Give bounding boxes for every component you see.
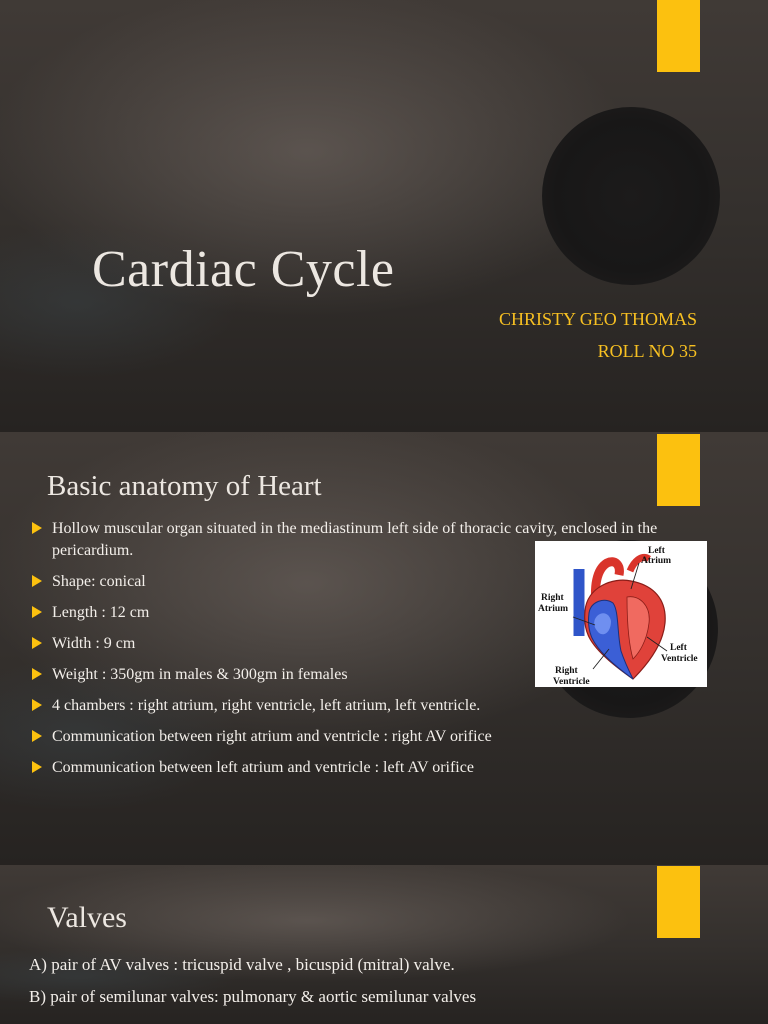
roll-number: ROLL NO 35 xyxy=(597,341,697,361)
accent-bar xyxy=(657,0,700,72)
accent-bar xyxy=(657,866,700,938)
valves-line-a: A) pair of AV valves : tricuspid valve , bicuspid (mitral) valve. xyxy=(29,955,455,974)
decorative-circle xyxy=(542,107,720,285)
slide-heading: Valves xyxy=(47,901,127,934)
list-item: Communication between left atrium and ventricle : left AV orifice xyxy=(31,757,741,779)
bullet-arrow-icon xyxy=(32,668,42,680)
list-item: 4 chambers : right atrium, right ventricle, left atrium, left ventricle. xyxy=(31,695,741,717)
bullet-arrow-icon xyxy=(32,699,42,711)
label-right-atrium: Right xyxy=(541,593,564,603)
bullet-arrow-icon xyxy=(32,575,42,587)
heart-illustration xyxy=(535,541,707,687)
bullet-arrow-icon xyxy=(32,761,42,773)
bullet-arrow-icon xyxy=(32,606,42,618)
author-name: CHRISTY GEO THOMAS xyxy=(498,309,697,329)
label-left-ventricle: Ventricle xyxy=(661,654,698,664)
heart-diagram xyxy=(535,541,707,687)
list-item: Width : 9 cm xyxy=(31,633,741,655)
label-left-ventricle: Left xyxy=(670,643,687,653)
label-right-ventricle: Right xyxy=(555,666,578,676)
label-left-atrium: Atrium xyxy=(641,556,672,566)
presentation-title: Cardiac Cycle xyxy=(92,241,395,298)
valves-slide xyxy=(0,865,768,1024)
bullet-arrow-icon xyxy=(32,637,42,649)
label-right-ventricle: Ventricle xyxy=(553,677,590,687)
list-item: Weight : 350gm in males & 300gm in females xyxy=(31,664,741,686)
bullet-arrow-icon xyxy=(32,730,42,742)
label-left-atrium: Left xyxy=(648,546,665,556)
title-slide xyxy=(0,0,768,432)
list-item: Length : 12 cm xyxy=(31,602,741,624)
list-item: Communication between right atrium and ventricle : right AV orifice xyxy=(31,726,741,748)
accent-bar xyxy=(657,434,700,506)
anatomy-slide xyxy=(0,432,768,865)
list-item: Hollow muscular organ situated in the mediastinum left side of thoracic cavity, enclosed in the pericardium. xyxy=(31,518,741,562)
list-item: Shape: conical xyxy=(31,571,741,593)
label-right-atrium: Atrium xyxy=(538,604,569,614)
bullet-arrow-icon xyxy=(32,522,42,534)
valves-line-b: B) pair of semilunar valves: pulmonary & aortic semilunar valves xyxy=(29,987,477,1006)
slide-heading: Basic anatomy of Heart xyxy=(47,470,322,502)
